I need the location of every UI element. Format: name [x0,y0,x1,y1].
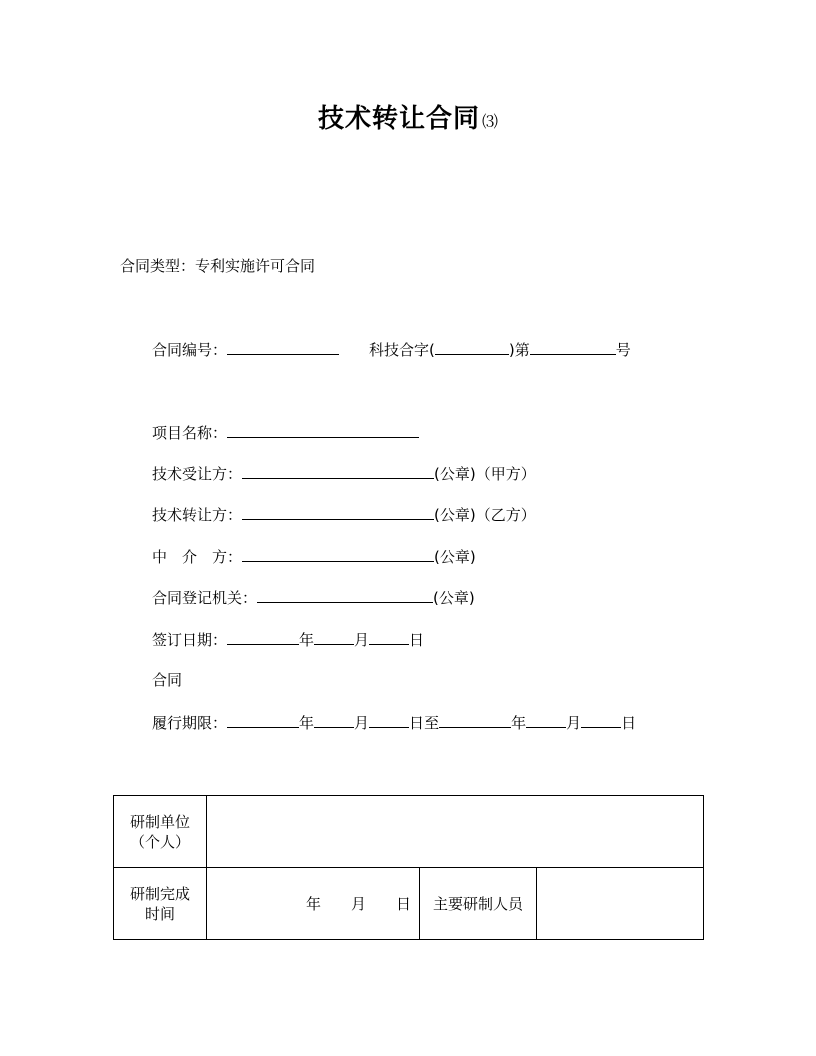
seal-text: (公章) [433,589,475,607]
seal-text: (公章) [434,465,476,483]
contract-word-line [152,670,182,690]
party-a-text: （甲方） [475,465,536,483]
term-end-year-field[interactable] [439,712,511,728]
term-line [152,712,636,733]
registration-label: 合同登记机关： [152,589,258,607]
transferor-line [152,504,536,525]
contract-type-label: 合同类型： [120,257,196,275]
month-text: 月 [354,714,370,732]
completion-time-sublabel: 时间 [144,904,175,923]
transferee-label: 技术受让方： [152,465,243,483]
intermediary-field[interactable] [242,546,434,562]
day-text: 日 [409,714,425,732]
main-staff-value-cell[interactable] [537,868,704,940]
contract-word: 合同 [152,671,183,689]
tech-code-number-field[interactable] [530,339,616,355]
sign-year-field[interactable] [227,629,299,645]
term-start-month-field[interactable] [314,712,354,728]
day-text: 日 [621,714,637,732]
research-unit-label: 研制单位 [129,812,190,831]
project-name-line [152,422,419,443]
day-text: 日 [409,631,425,649]
term-end-month-field[interactable] [526,712,566,728]
year-text: 年 [511,714,527,732]
registration-line [152,587,475,608]
sign-date-line [152,629,424,650]
main-staff-label: 主要研制人员 [420,868,537,940]
sign-day-field[interactable] [369,629,409,645]
term-label: 履行期限： [152,714,228,732]
to-text: 至 [424,714,440,732]
seal-text: (公章) [434,548,476,566]
transferor-label: 技术转让方： [152,506,243,524]
registration-field[interactable] [257,587,433,603]
tech-code-prefix: 科技合字( [369,341,435,359]
completion-time-label-cell [114,868,207,940]
transferee-line [152,463,536,484]
month-text: 月 [354,631,370,649]
tech-code-year-field[interactable] [435,339,509,355]
research-unit-sublabel: （个人） [129,832,190,851]
tech-code-mid: )第 [508,341,530,359]
title-block [0,98,816,135]
contract-number-line [152,339,631,360]
year-text: 年 [299,631,315,649]
term-start-year-field[interactable] [227,712,299,728]
transferee-field[interactable] [242,463,434,479]
term-start-day-field[interactable] [369,712,409,728]
sign-month-field[interactable] [314,629,354,645]
party-b-text: （乙方） [475,506,536,524]
tech-code-suffix: 号 [615,341,631,359]
contract-number-label: 合同编号： [152,341,228,359]
year-text: 年 [299,714,315,732]
contract-type-line [120,256,315,276]
contract-number-field[interactable] [227,339,339,355]
table-row [114,796,704,868]
sign-date-label: 签订日期： [152,631,228,649]
intermediary-label: 中 介 方： [152,548,243,566]
completion-time-label: 研制完成 [129,884,190,903]
research-info-table [113,795,704,940]
term-end-day-field[interactable] [581,712,621,728]
seal-text: (公章) [434,506,476,524]
title-number: ⑶ [482,112,499,131]
project-name-field[interactable] [227,422,419,438]
month-text: 月 [566,714,582,732]
research-unit-label-cell [114,796,207,868]
table-row [114,868,704,940]
research-unit-value-cell[interactable] [207,796,704,868]
transferor-field[interactable] [242,504,434,520]
intermediary-line [152,546,476,567]
document-title: 技术转让合同 [317,104,480,134]
project-name-label: 项目名称： [152,424,228,442]
contract-type-value: 专利实施许可合同 [195,257,316,275]
completion-date-cell[interactable]: 年 月 日 [207,868,420,940]
